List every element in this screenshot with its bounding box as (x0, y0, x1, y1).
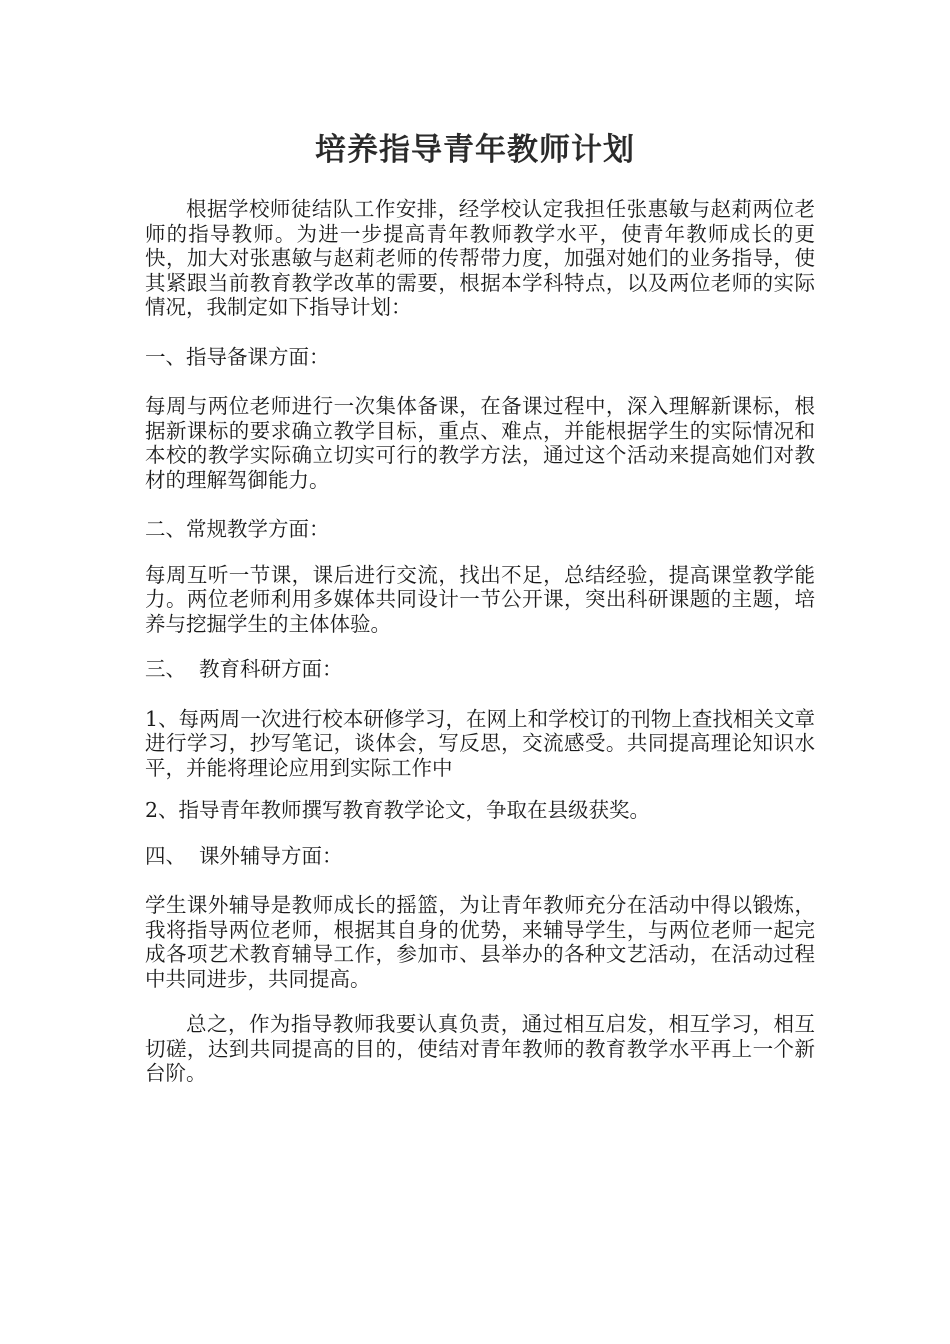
document-body (145, 197, 815, 1086)
conclusion-paragraph: 总之，作为指导教师我要认真负责，通过相互启发，相互学习，相互切磋，达到共同提高的目的，使结对青年教师的教育教学水平再上一个新台阶。 (145, 1012, 815, 1085)
intro-paragraph: 根据学校师徒结队工作安排，经学校认定我担任张惠敏与赵莉两位老师的指导教师。为进一步提高青年教师教学水平，使青年教师成长的更快，加大对张惠敏与赵莉老师的传帮带力度，加强对她们的业务指导，使其紧跟当前教育教学改革的需要，根据本学科特点，以及两位老师的实际情况，我制定如下指导计划： (145, 197, 815, 319)
section-heading-3: 三、 教育科研方面： (145, 657, 343, 681)
section-heading-1: 一、指导备课方面： (145, 344, 330, 369)
section-4-paragraph: 学生课外辅导是教师成长的摇篮，为让青年教师充分在活动中得以锻炼，我将指导两位老师，根据其自身的优势，来辅导学生，与两位老师一起完成各项艺术教育辅导工作，参加市、县举办的各种文艺活动，在活动过程中共同进步，共同提高。 (145, 893, 815, 991)
section-2-paragraph: 每周互听一节课，课后进行交流，找出不足，总结经验，提高课堂教学能力。两位老师利用多媒体共同设计一节公开课，突出科研课题的主题，培养与挖掘学生的主体体验。 (145, 562, 815, 636)
section-1-paragraph: 每周与两位老师进行一次集体备课，在备课过程中，深入理解新课标，根据新课标的要求确立教学目标，重点、难点，并能根据学生的实际情况和本校的教学实际确立切实可行的教学方法，通过这个活动来提高她们对教材的理解驾御能力。 (145, 394, 815, 492)
section-heading-2: 二、常规教学方面： (145, 517, 330, 541)
section-3-paragraph-2: 2、指导青年教师撰写教育教学论文，争取在县级获奖。 (145, 798, 651, 822)
section-heading-4: 四、 课外辅导方面： (145, 843, 343, 868)
section-3-paragraph-1: 1、每两周一次进行校本研修学习，在网上和学校订的刊物上查找相关文章进行学习，抄写笔记，谈体会，写反思，交流感受。共同提高理论知识水平，并能将理论应用到实际工作中 (145, 706, 815, 780)
document-title: 培养指导青年教师计划 (315, 132, 635, 168)
